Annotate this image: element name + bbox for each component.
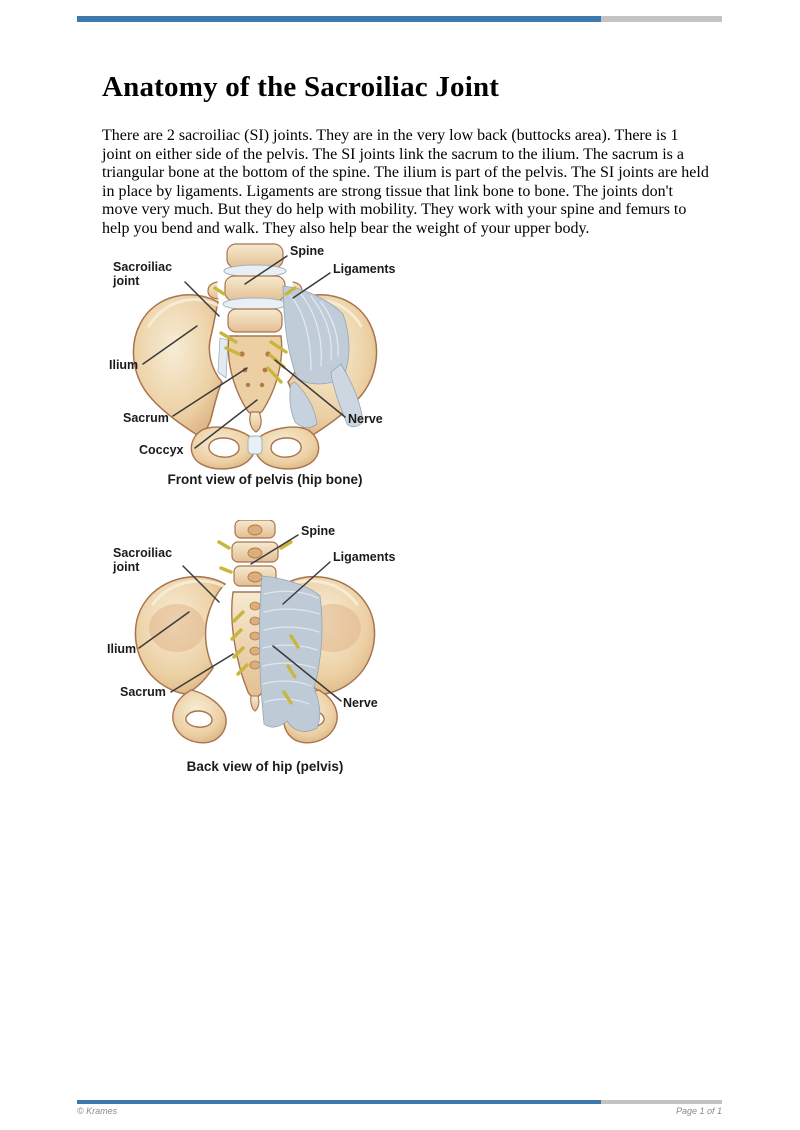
label-nerve: Nerve [348,412,383,426]
ligaments-back [260,576,322,732]
intro-paragraph: There are 2 sacroiliac (SI) joints. They are in the very low back (buttocks area). There is 1 joint on either side of the pelvis. The SI joints link the sacrum to the ilium. The sacrum is a triangular bone at the bottom of the spine. The ilium is part of the pelvis. The SI joints are held in place by ligaments. Ligaments are strong tissue that link bone to bone. The joints don't move very much. But they do help with mobility. They work with your spine and femurs to help you bend and walk. They also help bear the weight of your upper body. [102,127,709,237]
label-sacroiliac-joint: Sacroiliac joint [113,546,173,575]
label-sacrum: Sacrum [120,685,166,699]
footer-page-info: Page 1 of 1 [675,1106,722,1116]
right-pubis-bone [255,427,319,469]
header-bar-gray-segment [601,16,722,22]
figure-front-caption: Front view of pelvis (hip bone) [167,472,363,487]
label-ligaments: Ligaments [333,262,396,276]
label-sacroiliac-joint: Sacroiliac joint [113,260,173,289]
page-title: Anatomy of the Sacroiliac Joint [102,71,500,104]
label-ligaments: Ligaments [333,550,396,564]
label-spine: Spine [301,524,336,538]
footer-bar-blue-segment [77,1100,601,1104]
label-spine: Spine [290,244,325,258]
figure-back-view [105,520,435,778]
left-ischium-bone [173,690,226,743]
header-bar-blue-segment [77,16,601,22]
figure-back-caption: Back view of hip (pelvis) [186,759,344,774]
label-ilium: Ilium [109,358,139,372]
coccyx-bone-back [251,696,259,711]
spine-bones-back [232,520,278,586]
left-pubis-bone [191,427,255,469]
si-joint-space [218,338,228,378]
coccyx-bone [250,412,261,432]
label-nerve: Nerve [343,696,378,710]
label-sacrum: Sacrum [123,411,169,425]
label-coccyx: Coccyx [139,443,184,457]
footer [77,1106,722,1116]
footer-accent-bar [77,1100,722,1104]
footer-bar-gray-segment [601,1100,722,1104]
header-accent-bar [77,16,722,22]
label-ilium: Ilium [107,642,137,656]
footer-copyright: © Krames [77,1106,118,1116]
figure-front-view [105,242,435,498]
